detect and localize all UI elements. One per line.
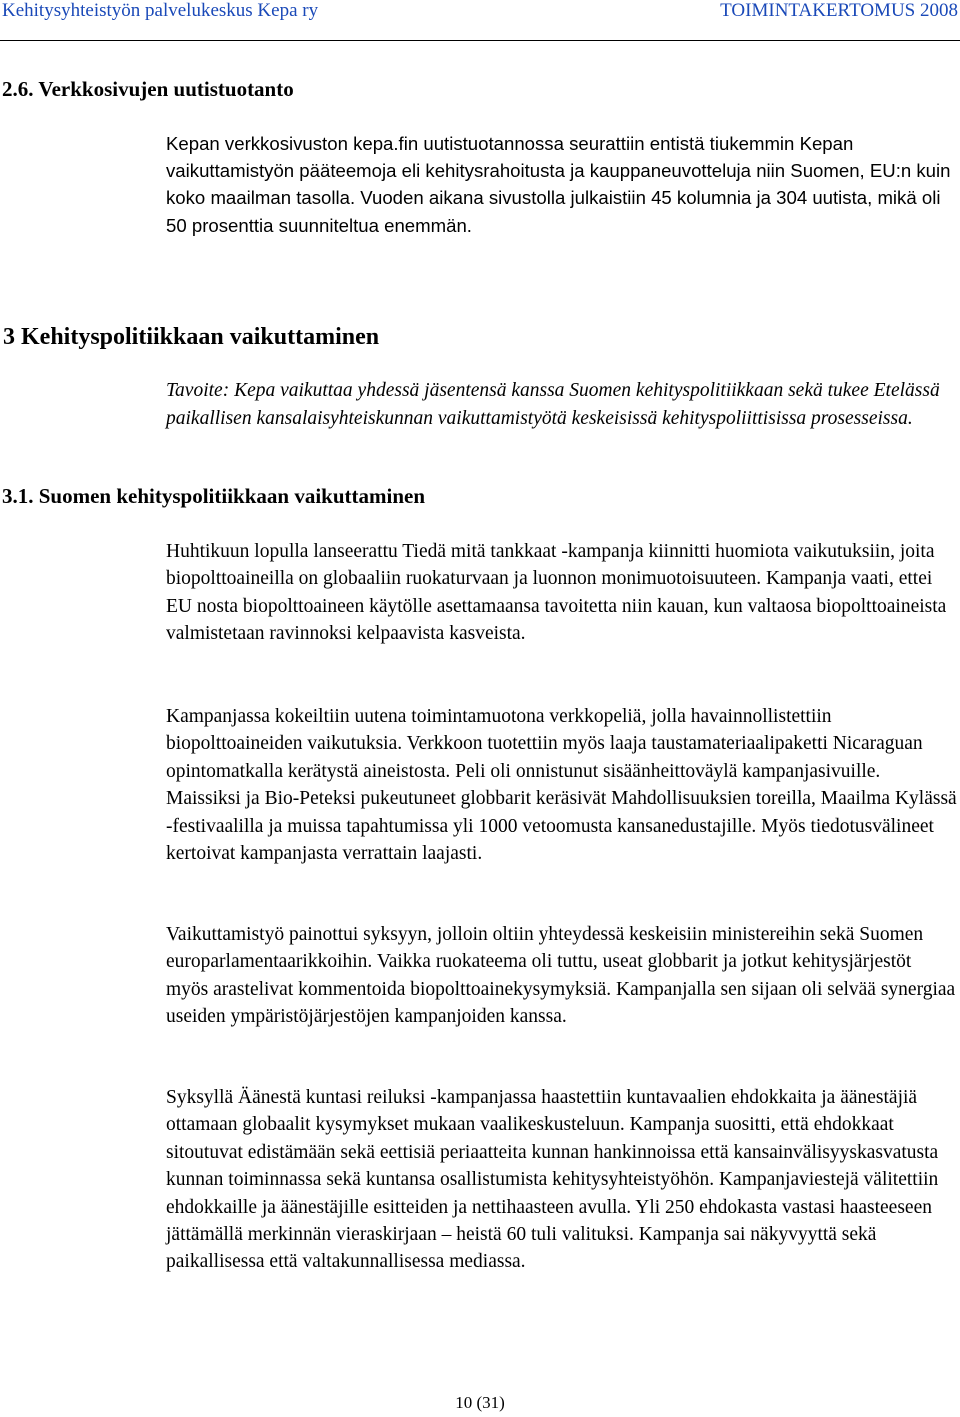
section-3-1-paragraph-1: Huhtikuun lopulla lanseerattu Tiedä mitä tankkaat -kampanja kiinnitti huomiota vaikutuksiin, joita biopolttoaineilla on globaaliin ruokaturvaan ja luonnon monimuotoisuuteen. Kampanja vaati, ettei EU nosta biopolttoaineen käytölle asettamaansa tavoitetta niin kauan, kun valtaosa biopolttoaineista valmistetaan ravinnoksi kelpaavista kasveista. (166, 541, 947, 645)
section-3-1-paragraph-2: Kampanjassa kokeiltiin uutena toimintamuotona verkkopeliä, jolla havainnollistettiin biopolttoaineiden vaikutuksia. Verkkoon tuotettiin myös laaja taustamateriaalipaketti Nicaraguan opintomatkalla kerätystä aineistosta. Peli oli onnistunut sisäänheittoväylä kampanjasivuille. Maissiksi ja Bio-Peteksi pukeutuneet globbarit keräsivät Mahdollisuuksien toreilla, Maailma Kylässä -festivaalilla ja muissa tapahtumissa yli 1000 vetoomusta kansanedustajille. Myös tiedotusvälineet kertoivat kampanjasta verrattain laajasti. (166, 706, 957, 865)
header-organization: Kehitysyhteistyön palvelukeskus Kepa ry (2, 0, 319, 21)
section-3-1-paragraph-4: Syksyllä Äänestä kuntasi reiluksi -kampanjassa haastettiin kuntavaalien ehdokkaita ja äänestäjiä ottamaan globaalit kysymykset mukaan vaalikeskusteluun. Kampanja suositti, että ehdokkaat sitoutuvat edistämään sekä eettisiä periaatteita kunnan hankinnoissa että kansainvälisyyskasvatusta kunnan toiminnassa sekä kuntansa osallistumista kehitysyhteistyöhön. Kampanjaviestejä välitettiin ehdokkaille ja äänestäjille esitteiden ja nettihaasteen avulla. Yli 250 ehdokasta vastasi haasteeseen jättämällä merkinnän vieraskirjaan – heistä 60 tuli valituksi. Kampanja sai näkyvyyttä sekä paikallisessa että valtakunnallisessa mediassa. (166, 1087, 939, 1273)
section-2-6-paragraph: Kepan verkkosivuston kepa.fin uutistuotannossa seurattiin entistä tiukemmin Kepan vaikuttamistyön pääteemoja eli kehitysrahoitusta ja kauppaneuvotteluja niin Suomen, EU:n kuin koko maailman tasolla. Vuoden aikana sivustolla julkaistiin 45 kolumnia ja 304 uutista, mikä oli 50 prosenttia suunniteltua enemmän. (166, 133, 951, 236)
header-document-title: TOIMINTAKERTOMUS 2008 (720, 0, 958, 21)
page-header (0, 0, 960, 41)
section-3-1-heading: 3.1. Suomen kehityspolitiikkaan vaikuttaminen (2, 484, 426, 508)
section-3-1-paragraph-3: Vaikuttamistyö painottui syksyyn, jolloin oltiin yhteydessä keskeisiin ministereihin sekä Suomen europarlamentaarikkoihin. Vaikka ruokateema oli tuttu, useat globbarit ja jotkut kehitysjärjestöt myös arastelivat kommentoida biopolttoainekysymyksiä. Kampanjalla sen sijaan oli selvää synergiaa useiden ympäristöjärjestöjen kampanjoiden kanssa. (166, 924, 956, 1028)
section-2-6-heading: 2.6. Verkkosivujen uutistuotanto (2, 77, 294, 101)
section-3-heading: 3 Kehityspolitiikkaan vaikuttaminen (3, 324, 380, 350)
page-number: 10 (31) (455, 1393, 505, 1412)
section-3-goal: Tavoite: Kepa vaikuttaa yhdessä jäsentensä kanssa Suomen kehityspolitiikkaan sekä tukee Etelässä paikallisen kansalaisyhteiskunnan vaikuttamistyötä keskeisissä kehityspoliittisissa prosesseissa. (166, 380, 940, 429)
